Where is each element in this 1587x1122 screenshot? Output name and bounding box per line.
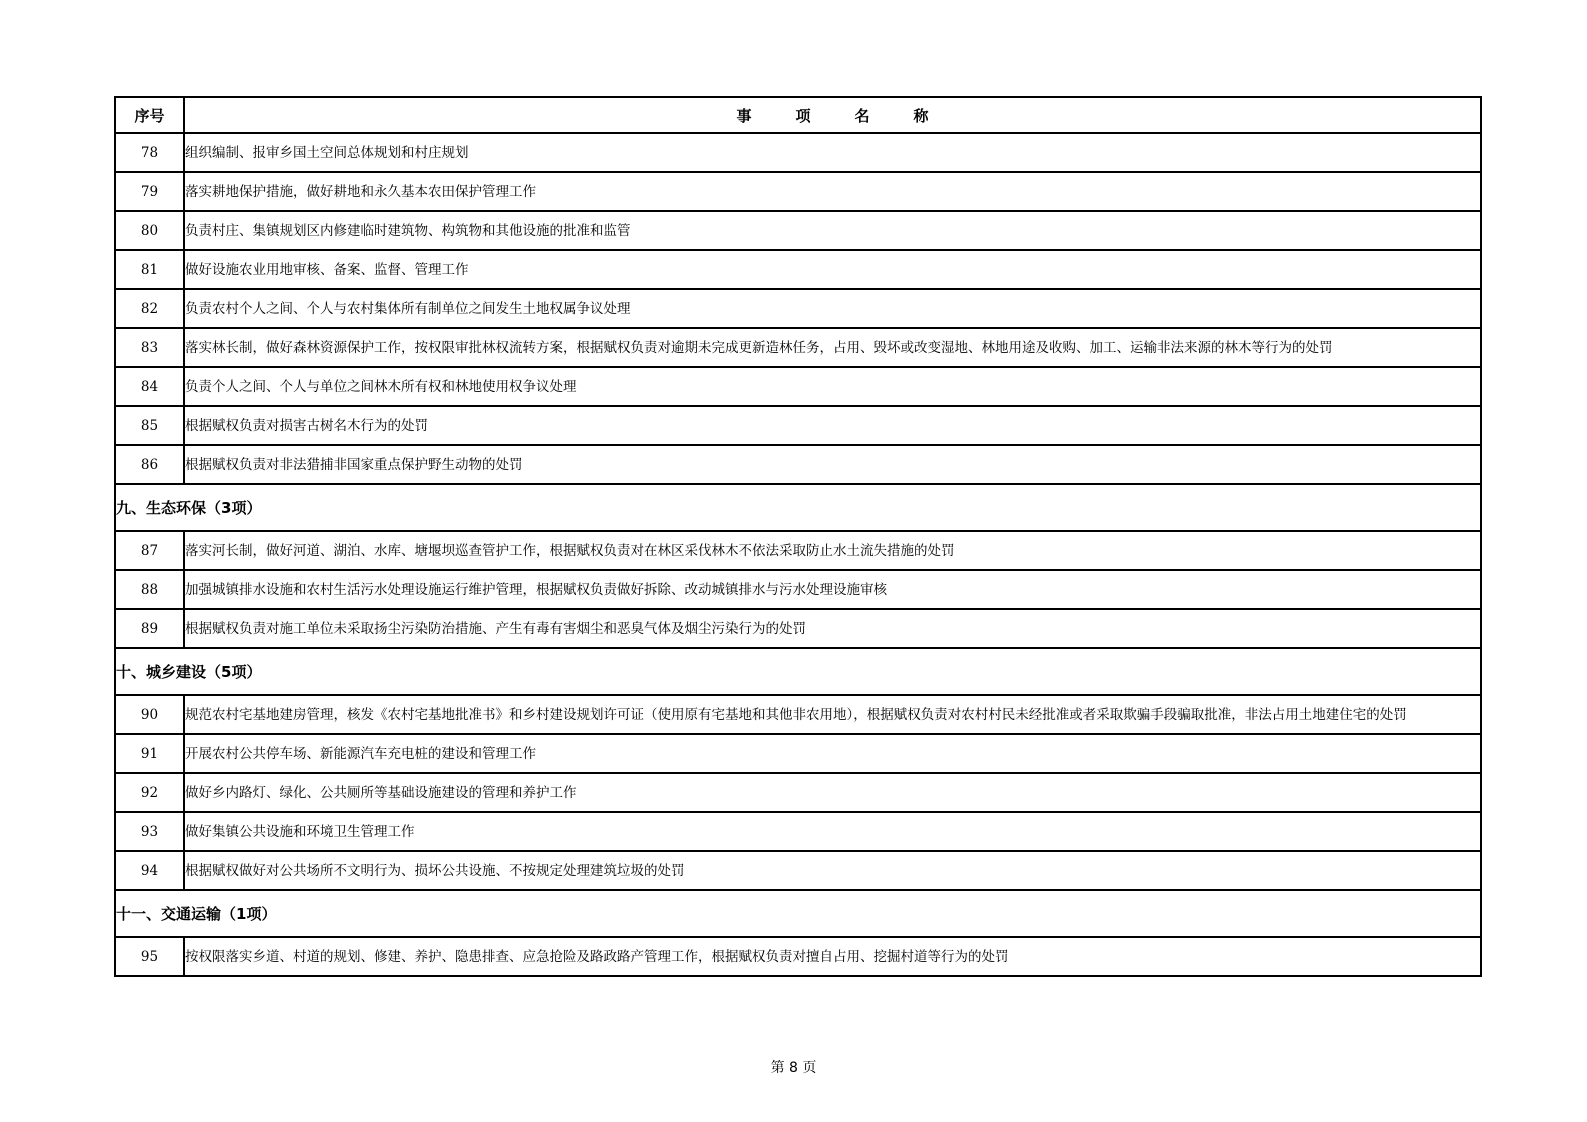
- table-row: [115, 937, 1481, 976]
- matter-name-cell: 做好乡内路灯、绿化、公共厕所等基础设施建设的管理和养护工作: [184, 773, 1481, 812]
- table-row: [115, 289, 1481, 328]
- page-number: 第 8 页: [770, 1060, 817, 1076]
- section-title: 九、生态环保（3项）: [115, 484, 1481, 531]
- table-row: [115, 250, 1481, 289]
- table-row: [115, 851, 1481, 890]
- matter-name-cell: 规范农村宅基地建房管理，核发《农村宅基地批准书》和乡村建设规划许可证（使用原有宅基地和其他非农用地），根据赋权负责对农村村民未经批准或者采取欺骗手段骗取批准，非法占用土地建住宅的处罚: [184, 695, 1481, 734]
- serial-number-cell: 87: [115, 531, 184, 570]
- table-row: [115, 812, 1481, 851]
- matter-name-cell: 按权限落实乡道、村道的规划、修建、养护、隐患排查、应急抢险及路政路产管理工作，根据赋权负责对擅自占用、挖掘村道等行为的处罚: [184, 937, 1481, 976]
- matter-name-cell: 负责个人之间、个人与单位之间林木所有权和林地使用权争议处理: [184, 367, 1481, 406]
- table-row: [115, 695, 1481, 734]
- table-row: [115, 172, 1481, 211]
- serial-number-cell: 84: [115, 367, 184, 406]
- matter-name-cell: 做好集镇公共设施和环境卫生管理工作: [184, 812, 1481, 851]
- serial-number-cell: 92: [115, 773, 184, 812]
- serial-number-cell: 82: [115, 289, 184, 328]
- serial-number-cell: 79: [115, 172, 184, 211]
- serial-number-cell: 91: [115, 734, 184, 773]
- matter-name-cell: 根据赋权负责对损害古树名木行为的处罚: [184, 406, 1481, 445]
- matter-name-cell: 落实耕地保护措施，做好耕地和永久基本农田保护管理工作: [184, 172, 1481, 211]
- serial-number-cell: 90: [115, 695, 184, 734]
- table-row: [115, 328, 1481, 367]
- matters-table: [114, 96, 1482, 977]
- matter-name-cell: 根据赋权做好对公共场所不文明行为、损坏公共设施、不按规定处理建筑垃圾的处罚: [184, 851, 1481, 890]
- section-heading-row: [115, 648, 1481, 695]
- matter-name-cell: 根据赋权负责对非法猎捕非国家重点保护野生动物的处罚: [184, 445, 1481, 484]
- table-row: [115, 773, 1481, 812]
- serial-number-cell: 86: [115, 445, 184, 484]
- matter-name-cell: 开展农村公共停车场、新能源汽车充电桩的建设和管理工作: [184, 734, 1481, 773]
- section-title: 十、城乡建设（5项）: [115, 648, 1481, 695]
- matter-name-cell: 做好设施农业用地审核、备案、监督、管理工作: [184, 250, 1481, 289]
- matter-name-cell: 落实河长制，做好河道、湖泊、水库、塘堰坝巡查管护工作，根据赋权负责对在林区采伐林木不依法采取防止水土流失措施的处罚: [184, 531, 1481, 570]
- matter-name-cell: 加强城镇排水设施和农村生活污水处理设施运行维护管理，根据赋权负责做好拆除、改动城镇排水与污水处理设施审核: [184, 570, 1481, 609]
- serial-number-cell: 85: [115, 406, 184, 445]
- matter-name-cell: 组织编制、报审乡国土空间总体规划和村庄规划: [184, 133, 1481, 172]
- section-heading-row: [115, 890, 1481, 937]
- serial-number-cell: 80: [115, 211, 184, 250]
- table-row: [115, 570, 1481, 609]
- header-matter-name: 事项名称: [184, 97, 1481, 133]
- serial-number-cell: 83: [115, 328, 184, 367]
- table-row: [115, 406, 1481, 445]
- serial-number-cell: 89: [115, 609, 184, 648]
- table-row: [115, 211, 1481, 250]
- matter-name-cell: 落实林长制，做好森林资源保护工作，按权限审批林权流转方案，根据赋权负责对逾期未完成更新造林任务，占用、毁坏或改变湿地、林地用途及收购、加工、运输非法来源的林木等行为的处罚: [184, 328, 1481, 367]
- table-row: [115, 367, 1481, 406]
- table-row: [115, 445, 1481, 484]
- serial-number-cell: 78: [115, 133, 184, 172]
- table-header-row: [115, 97, 1481, 133]
- table-row: [115, 609, 1481, 648]
- serial-number-cell: 81: [115, 250, 184, 289]
- matter-name-cell: 负责农村个人之间、个人与农村集体所有制单位之间发生土地权属争议处理: [184, 289, 1481, 328]
- serial-number-cell: 94: [115, 851, 184, 890]
- serial-number-cell: 95: [115, 937, 184, 976]
- table-row: [115, 734, 1481, 773]
- table-row: [115, 531, 1481, 570]
- header-serial-number: 序号: [115, 97, 184, 133]
- matter-name-cell: 负责村庄、集镇规划区内修建临时建筑物、构筑物和其他设施的批准和监管: [184, 211, 1481, 250]
- section-heading-row: [115, 484, 1481, 531]
- section-title: 十一、交通运输（1项）: [115, 890, 1481, 937]
- table-body: [115, 133, 1481, 976]
- table-row: [115, 133, 1481, 172]
- matter-name-cell: 根据赋权负责对施工单位未采取扬尘污染防治措施、产生有毒有害烟尘和恶臭气体及烟尘污染行为的处罚: [184, 609, 1481, 648]
- serial-number-cell: 88: [115, 570, 184, 609]
- serial-number-cell: 93: [115, 812, 184, 851]
